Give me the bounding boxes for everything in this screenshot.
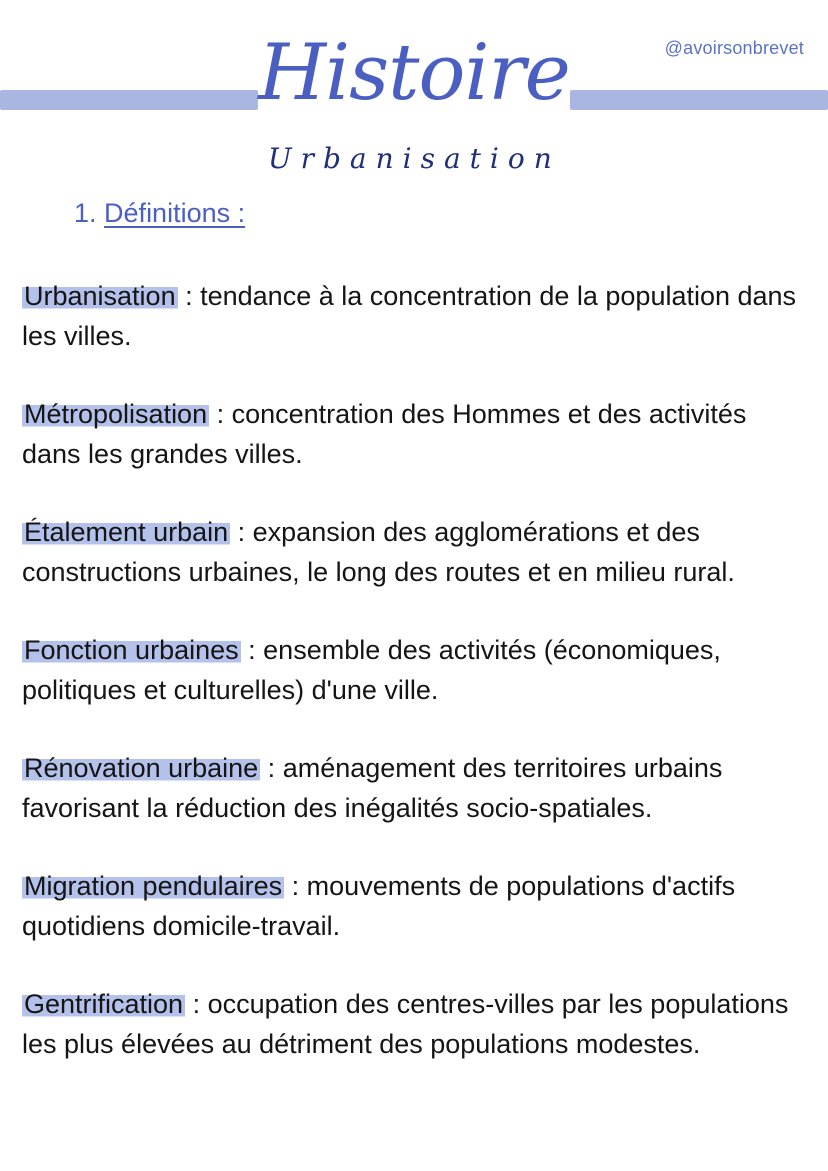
definition-text: aménagement des territoires urbains favorisant la réduction des inégalités socio-spatiales. — [22, 753, 723, 823]
section-number: 1. — [74, 198, 97, 228]
definitions-list — [22, 276, 812, 1102]
page-subtitle: Urbanisation — [268, 142, 561, 175]
page-title: Histoire — [258, 28, 570, 118]
definition-term: Migration pendulaires — [24, 871, 283, 901]
definition-term: Rénovation urbaine — [24, 753, 259, 783]
definition-text: expansion des agglomérations et des constructions urbaines, le long des routes et en milieu rural. — [22, 517, 735, 587]
definition-item — [22, 512, 812, 592]
definition-item — [22, 984, 812, 1064]
definition-item — [22, 748, 812, 828]
definition-separator: : — [284, 871, 307, 901]
definition-item — [22, 630, 812, 710]
definition-item — [22, 394, 812, 474]
section-heading-label: Définitions : — [104, 198, 246, 228]
definition-term: Métropolisation — [24, 399, 208, 429]
definition-separator: : — [230, 517, 253, 547]
definition-separator: : — [209, 399, 232, 429]
definition-text: tendance à la concentration de la population dans les villes. — [22, 281, 797, 351]
definition-text: concentration des Hommes et des activités dans les grandes villes. — [22, 399, 747, 469]
definition-term: Gentrification — [24, 989, 184, 1019]
definition-text: occupation des centres-villes par les populations les plus élevées au détriment des populations modestes. — [22, 989, 789, 1059]
title-rule-right — [570, 90, 828, 110]
definition-separator: : — [185, 989, 208, 1019]
title-rule-left — [0, 90, 258, 110]
definition-text: mouvements de populations d'actifs quotidiens domicile-travail. — [22, 871, 736, 941]
definition-term: Urbanisation — [24, 281, 176, 311]
definition-item — [22, 276, 812, 356]
definition-separator: : — [260, 753, 283, 783]
definition-item — [22, 866, 812, 946]
definition-separator: : — [240, 635, 264, 665]
definition-text: ensemble des activités (économiques, politiques et culturelles) d'une ville. — [22, 635, 721, 705]
author-handle: @avoirsonbrevet — [664, 38, 804, 58]
definition-term: Fonction urbaines — [24, 635, 239, 665]
section-heading — [74, 198, 245, 229]
definition-term: Étalement urbain — [24, 517, 229, 547]
definition-separator: : — [177, 281, 201, 311]
